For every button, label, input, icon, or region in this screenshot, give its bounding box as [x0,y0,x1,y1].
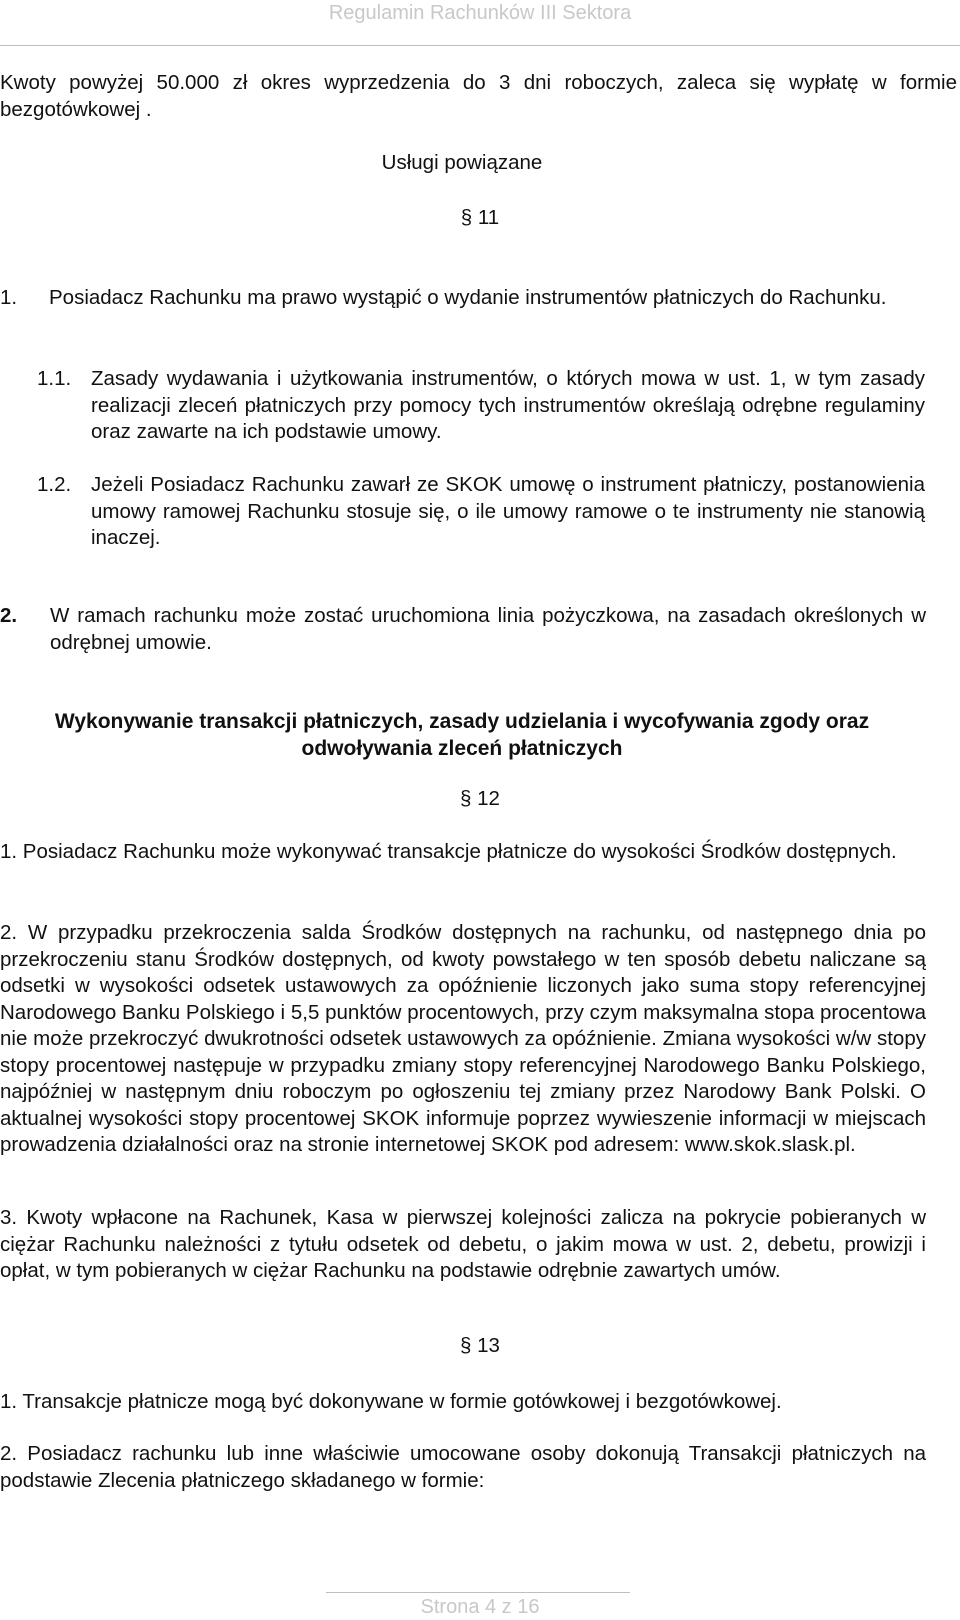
item-11-1-number: 1. [0,286,18,309]
page-header [0,0,960,46]
paragraph-12-3: 3. Kwoty wpłacone na Rachunek, Kasa w pierwszej kolejności zalicza na pokrycie pobieranych w ciężar Rachunku należności z tytułu odsetek od debetu, o jakim mowa w ust. 2, debetu, prowizji i opłat, w tym pobieranych w ciężar Rachunku na podstawie odrębnie zawartych umów. [0,1206,926,1282]
paragraph-12-1: 1. Posiadacz Rachunku może wykonywać transakcje płatnicze do wysokości Środków dostępnych. [0,840,897,863]
item-11-1-1-number: 1.1. [37,367,72,390]
paragraph-12-2: 2. W przypadku przekroczenia salda Środków dostępnych na rachunku, od następnego dnia po przekroczeniu stanu Środków dostępnych, od kwoty powstałego w ten sposób debetu naliczane są odsetki w wysokości odsetek ustawowych za opóźnienie liczonych jako suma stopy referencyjnej Narodowego Banku Polskiego i 5,5 punktów procentowych, przy czym maksymalna stopa procentowa nie może przekroczyć dwukrotności odsetek ustawowych za opóźnienie. Zmiana wysokości w/w stopy stopy procentowej następuje w przypadku zmiany stopy referencyjnej Narodowego Banku Polskiego, najpóźniej w następnym dniu roboczym po ogłoszeniu tej zmiany przez Narodowy Bank Polski. O aktualnej wysokości stopy procentowej SKOK informuje poprzez wywieszenie informacji w miejscach prowadzenia działalności oraz na stronie internetowej SKOK pod adresem: www.skok.slask.pl. [0,921,926,1156]
heading-wykonywanie-transakcji: Wykonywanie transakcji płatniczych, zasady udzielania i wycofywania zgody oraz odwoływania zleceń płatniczych [54,710,870,760]
paragraph-13-1: 1. Transakcje płatnicze mogą być dokonywane w formie gotówkowej i bezgotówkowej. [0,1390,782,1413]
header-divider [0,45,960,46]
item-11-1-1-text: Zasady wydawania i użytkowania instrumentów, o których mowa w ust. 1, w tym zasady realizacji zleceń płatniczych przy pomocy tych instrumentów określają odrębne regulaminy oraz zawarte na ich podstawie umowy. [91,367,925,443]
paragraph-13-2: 2. Posiadacz rachunku lub inne właściwie umocowane osoby dokonują Transakcji płatniczych na podstawie Zlecenia płatniczego składanego w formie: [0,1442,926,1492]
section-11-mark: § 11 [460,206,500,229]
item-11-1-2-number: 1.2. [37,473,72,496]
footer-divider [326,1592,630,1593]
header-title: Regulamin Rachunków III Sektora [328,2,632,24]
item-11-1-2-text: Jeżeli Posiadacz Rachunku zawarł ze SKOK umowę o instrument płatniczy, postanowienia umowy ramowej Rachunku stosuje się, o ile umowy ramowe o te instrumenty nie stanowią inaczej. [91,473,925,549]
item-11-2-number: 2. [0,604,18,627]
item-11-1-text: Posiadacz Rachunku ma prawo wystąpić o wydanie instrumentów płatniczych do Rachunku. [49,286,887,309]
intro-paragraph: Kwoty powyżej 50.000 zł okres wyprzedzenia do 3 dni roboczych, zaleca się wypłatę w formie bezgotówkowej . [0,71,957,121]
section-13-mark: § 13 [460,1334,500,1357]
section-12-mark: § 12 [460,787,500,810]
footer-page-number: Strona 4 z 16 [420,1596,540,1618]
heading-uslugi-powiazane: Usługi powiązane [381,151,543,174]
item-11-2-text: W ramach rachunku może zostać uruchomiona linia pożyczkowa, na zasadach określonych w odrębnej umowie. [50,604,926,654]
